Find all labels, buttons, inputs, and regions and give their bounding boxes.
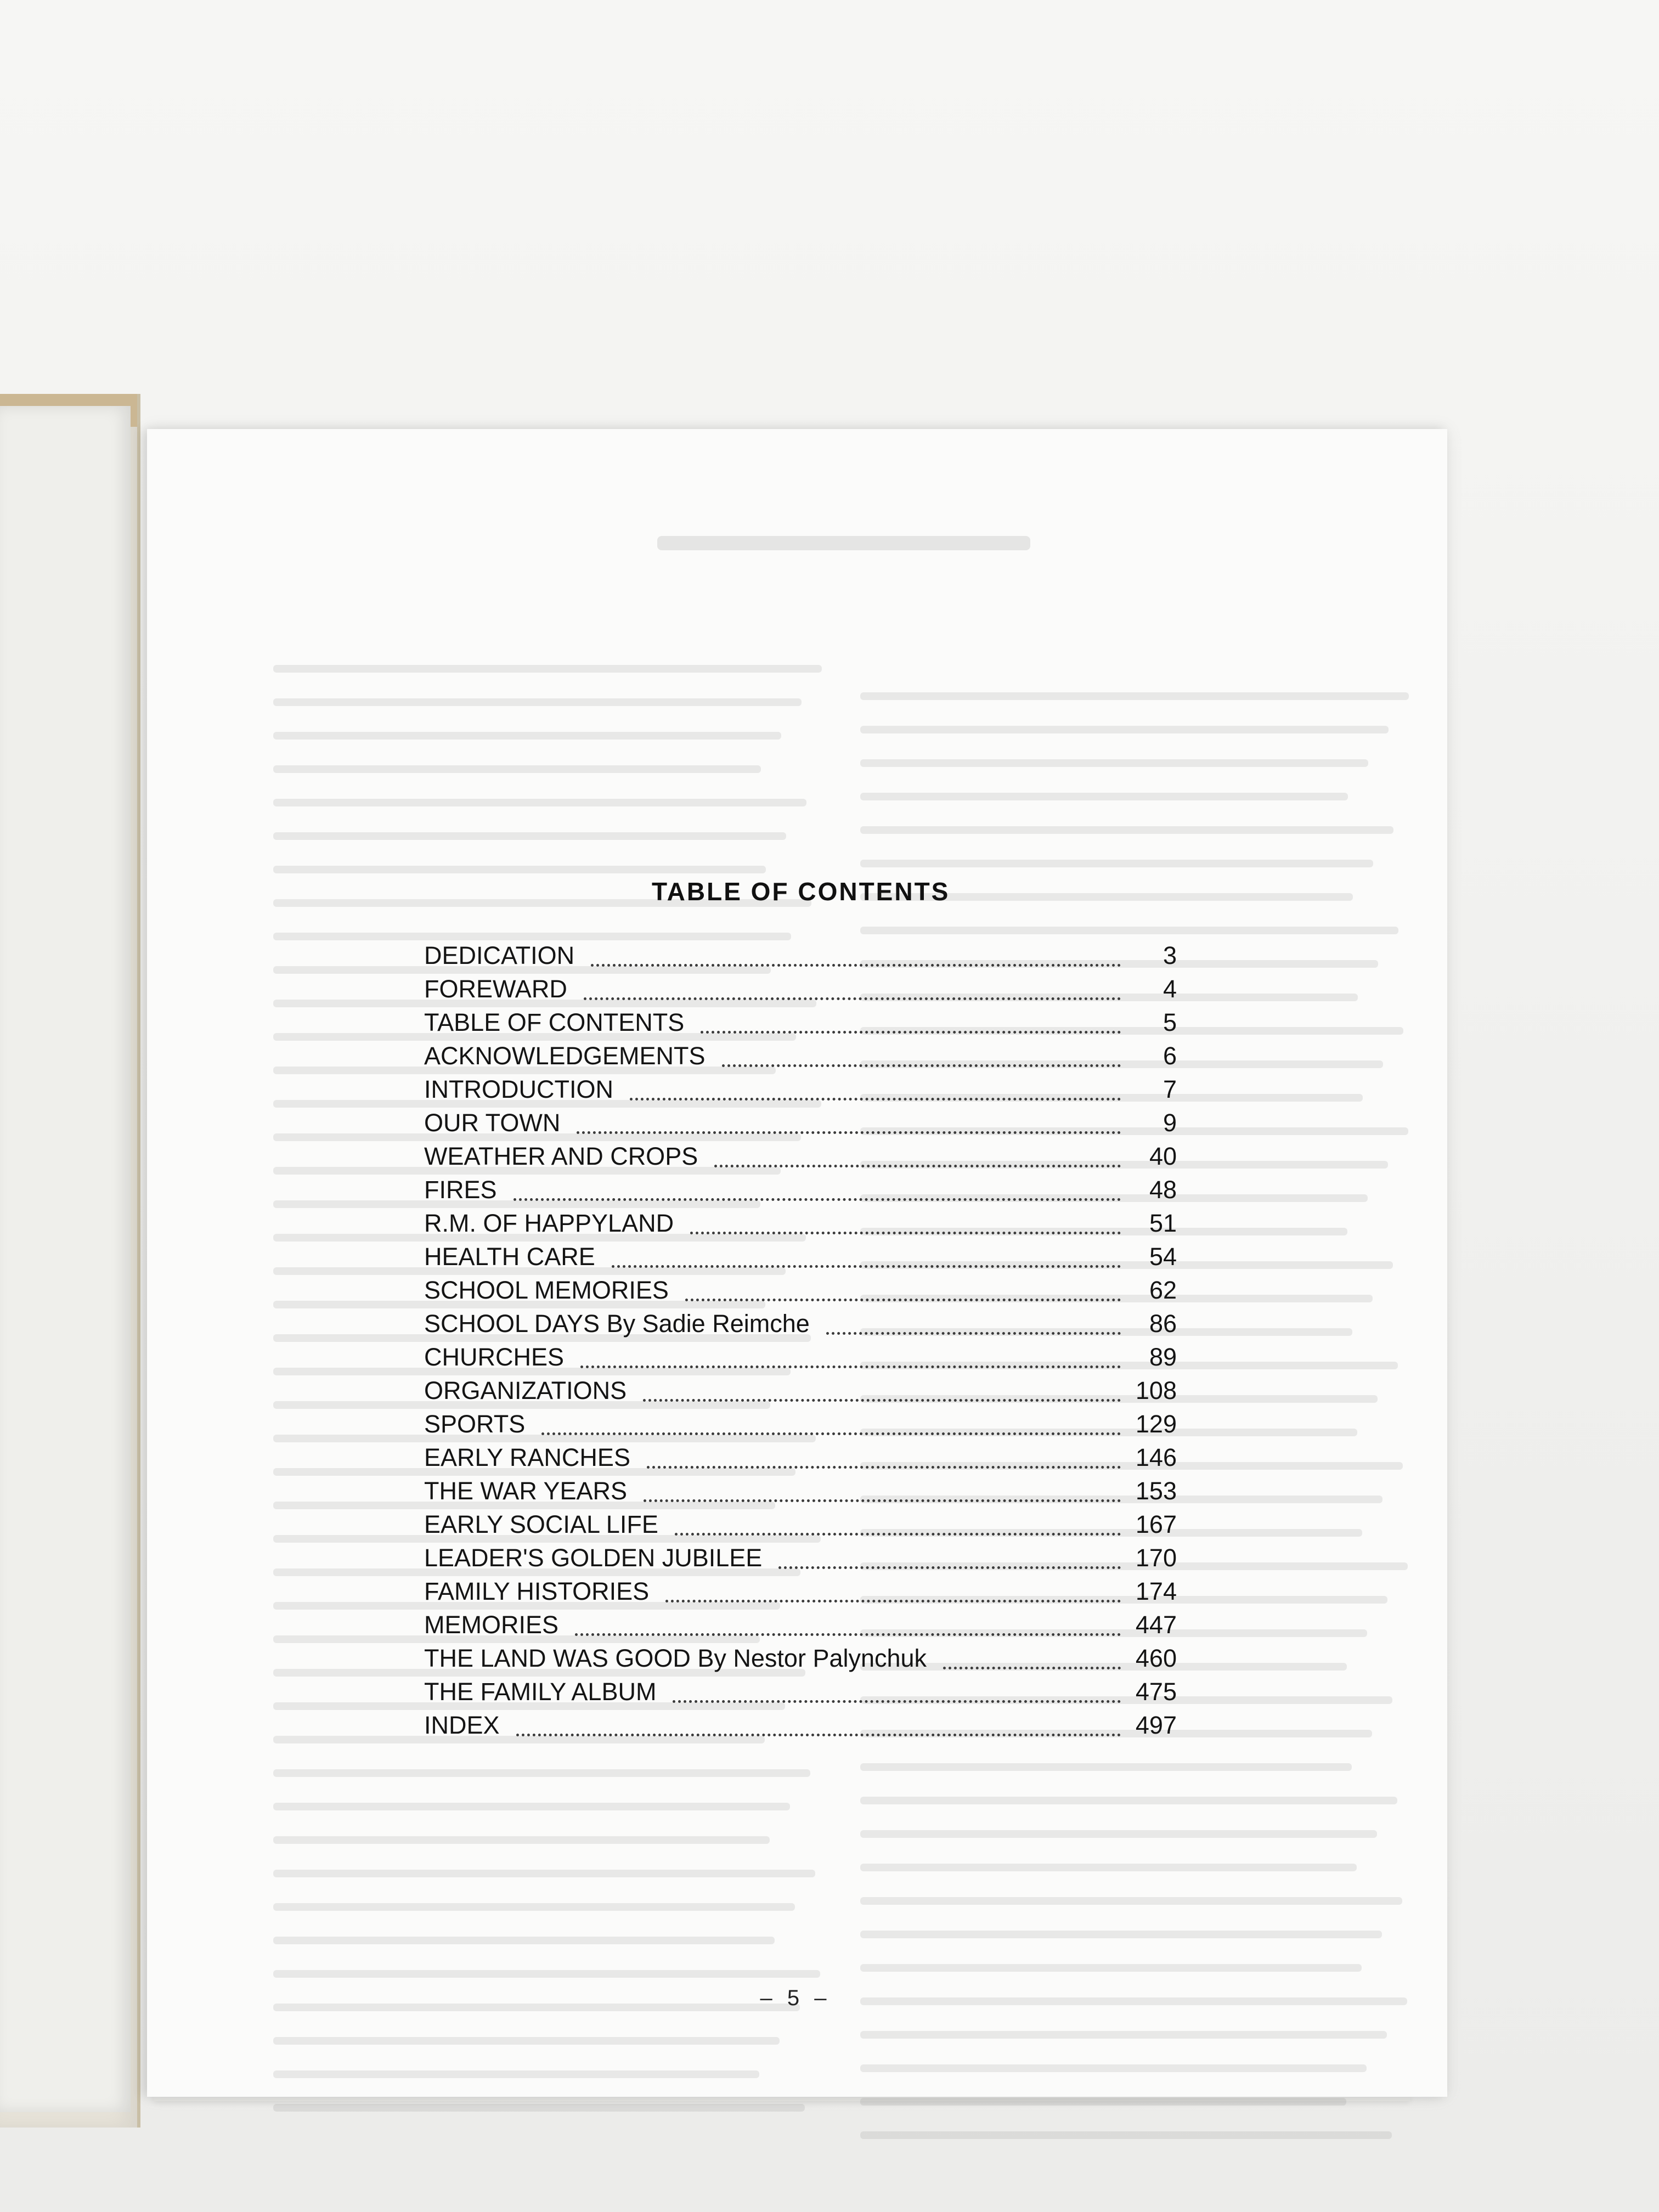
toc-entry-page: 51 xyxy=(1149,1209,1177,1237)
toc-entry-page: 40 xyxy=(1149,1142,1177,1170)
toc-entry xyxy=(424,1075,1177,1109)
dot-leader xyxy=(580,1365,1121,1368)
toc-entry xyxy=(424,1611,1177,1644)
toc-entry-label: ACKNOWLEDGEMENTS xyxy=(424,1042,706,1070)
toc-entry-page: 89 xyxy=(1149,1343,1177,1371)
toc-entry-label: SPORTS xyxy=(424,1410,526,1438)
toc-entry xyxy=(424,1376,1177,1410)
toc-entry xyxy=(424,1310,1177,1343)
toc-entry-label: EARLY SOCIAL LIFE xyxy=(424,1510,658,1538)
dot-leader xyxy=(514,1198,1121,1201)
dot-leader xyxy=(685,1298,1121,1301)
toc-entry xyxy=(424,1443,1177,1477)
toc-entry-label: MEMORIES xyxy=(424,1611,559,1639)
dot-leader xyxy=(584,997,1121,1000)
toc-entry-page: 3 xyxy=(1163,941,1177,969)
toc-entry xyxy=(424,1276,1177,1310)
toc-entry-label: R.M. OF HAPPYLAND xyxy=(424,1209,674,1237)
dot-leader xyxy=(644,1499,1121,1502)
toc-entry xyxy=(424,1343,1177,1376)
toc-entry-label: THE FAMILY ALBUM xyxy=(424,1678,657,1706)
toc-entry xyxy=(424,1644,1177,1678)
toc-list xyxy=(424,941,1177,1745)
toc-entry-label: TABLE OF CONTENTS xyxy=(424,1008,685,1036)
dot-leader xyxy=(665,1599,1121,1602)
dot-leader xyxy=(541,1432,1121,1435)
dot-leader xyxy=(647,1465,1121,1469)
dot-leader xyxy=(575,1633,1121,1636)
toc-entry xyxy=(424,941,1177,975)
toc-entry-label: ORGANIZATIONS xyxy=(424,1376,627,1404)
toc-entry-label: DEDICATION xyxy=(424,941,575,969)
toc-entry-page: 62 xyxy=(1149,1276,1177,1304)
dot-leader xyxy=(643,1398,1121,1402)
toc-entry-label: EARLY RANCHES xyxy=(424,1443,630,1471)
dot-leader xyxy=(701,1030,1121,1034)
dot-leader xyxy=(714,1164,1121,1167)
toc-entry-page: 153 xyxy=(1135,1477,1177,1505)
toc-entry-page: 5 xyxy=(1163,1008,1177,1036)
toc-entry-label: HEALTH CARE xyxy=(424,1243,595,1271)
toc-entry-page: 174 xyxy=(1135,1577,1177,1605)
toc-entry xyxy=(424,1410,1177,1443)
toc-entry-page: 447 xyxy=(1135,1611,1177,1639)
dot-leader xyxy=(577,1131,1121,1134)
toc-entry xyxy=(424,1243,1177,1276)
toc-entry-label: THE WAR YEARS xyxy=(424,1477,628,1505)
toc-entry-label: LEADER'S GOLDEN JUBILEE xyxy=(424,1544,763,1572)
toc-entry-page: 129 xyxy=(1135,1410,1177,1438)
toc-entry xyxy=(424,1477,1177,1510)
dot-leader xyxy=(690,1231,1121,1234)
toc-entry xyxy=(424,1577,1177,1611)
toc-entry xyxy=(424,1142,1177,1176)
dot-leader xyxy=(591,963,1121,967)
toc-entry-page: 4 xyxy=(1163,975,1177,1003)
toc-entry xyxy=(424,1209,1177,1243)
dot-leader xyxy=(778,1566,1121,1569)
dot-leader xyxy=(826,1331,1121,1335)
dot-leader xyxy=(516,1733,1121,1736)
toc-entry xyxy=(424,975,1177,1008)
toc-entry xyxy=(424,1510,1177,1544)
toc-entry xyxy=(424,1008,1177,1042)
left-page-edge xyxy=(0,406,131,2112)
toc-entry-label: WEATHER AND CROPS xyxy=(424,1142,698,1170)
toc-heading: TABLE OF CONTENTS xyxy=(652,877,950,906)
toc-entry xyxy=(424,1109,1177,1142)
dot-leader xyxy=(722,1064,1121,1067)
toc-entry-label: THE LAND WAS GOOD By Nestor Palynchuk xyxy=(424,1644,927,1672)
toc-entry-page: 7 xyxy=(1163,1075,1177,1103)
toc-entry-page: 170 xyxy=(1135,1544,1177,1572)
toc-entry-page: 6 xyxy=(1163,1042,1177,1070)
page-number: – 5 – xyxy=(760,1986,831,2010)
toc-entry xyxy=(424,1544,1177,1577)
toc-entry-label: CHURCHES xyxy=(424,1343,565,1371)
toc-entry xyxy=(424,1042,1177,1075)
toc-entry-page: 460 xyxy=(1135,1644,1177,1672)
toc-entry-page: 167 xyxy=(1135,1510,1177,1538)
toc-entry-label: SCHOOL MEMORIES xyxy=(424,1276,669,1304)
dot-leader xyxy=(943,1666,1121,1669)
toc-entry-page: 86 xyxy=(1149,1310,1177,1338)
dot-leader xyxy=(612,1265,1121,1268)
dot-leader xyxy=(675,1532,1121,1536)
toc-entry-page: 475 xyxy=(1135,1678,1177,1706)
toc-entry-page: 54 xyxy=(1149,1243,1177,1271)
toc-entry-page: 108 xyxy=(1135,1376,1177,1404)
toc-entry-label: OUR TOWN xyxy=(424,1109,561,1137)
toc-entry-page: 146 xyxy=(1135,1443,1177,1471)
toc-entry-label: FOREWARD xyxy=(424,975,567,1003)
toc-entry xyxy=(424,1176,1177,1209)
toc-entry-page: 497 xyxy=(1135,1711,1177,1739)
toc-entry-page: 48 xyxy=(1149,1176,1177,1204)
toc-entry-label: SCHOOL DAYS By Sadie Reimche xyxy=(424,1310,810,1338)
dot-leader xyxy=(630,1097,1121,1101)
toc-entry-label: INTRODUCTION xyxy=(424,1075,613,1103)
toc-entry-label: INDEX xyxy=(424,1711,500,1739)
toc-entry xyxy=(424,1678,1177,1711)
toc-entry-page: 9 xyxy=(1163,1109,1177,1137)
toc-entry-label: FIRES xyxy=(424,1176,497,1204)
dot-leader xyxy=(673,1700,1121,1703)
toc-entry xyxy=(424,1711,1177,1745)
toc-entry-label: FAMILY HISTORIES xyxy=(424,1577,650,1605)
